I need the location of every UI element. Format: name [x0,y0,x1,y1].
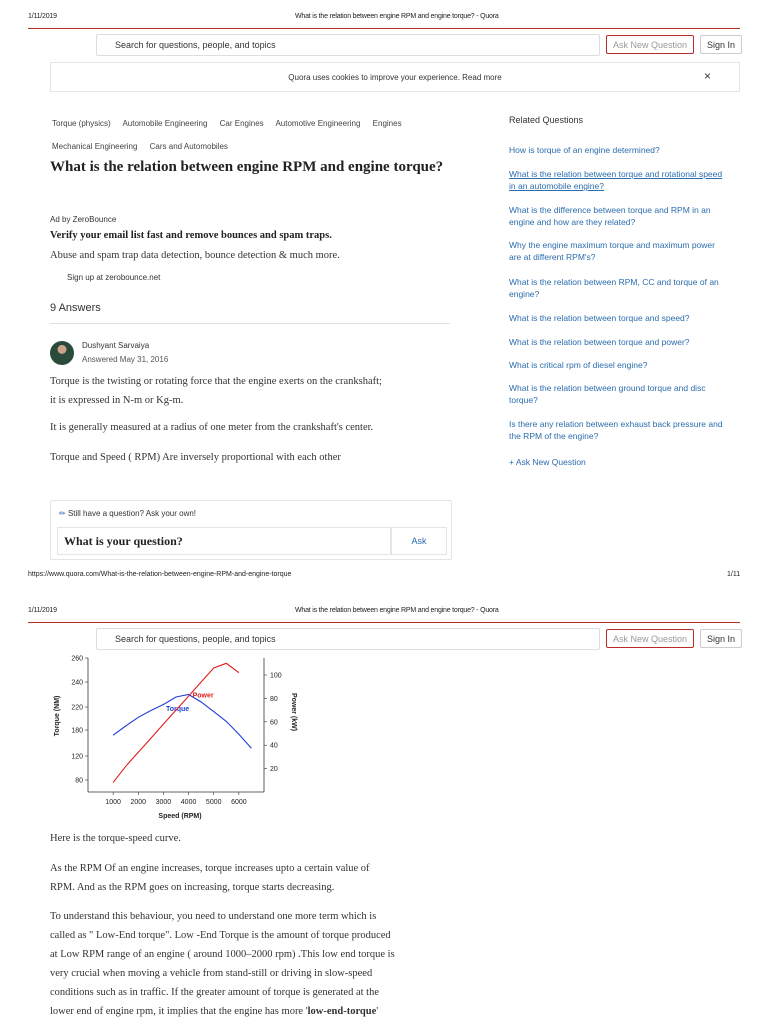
print-date: 1/11/2019 [28,607,57,614]
x-tick-label: 5000 [205,799,222,806]
y-tick-label: 260 [71,655,83,663]
header-divider [28,28,740,29]
related-question[interactable]: What is the relation between torque and rotational speed in an automobile engine? [509,169,723,191]
sign-in-button[interactable]: Sign In [700,629,742,648]
related-heading: Related Questions [509,115,584,125]
print-date: 1/11/2019 [28,13,57,20]
header-divider [28,622,740,623]
x-tick-label: 3000 [155,799,172,806]
torque-speed-chart [48,652,308,824]
avatar[interactable] [50,341,74,365]
y-tick-label: 240 [71,679,83,687]
related-question[interactable]: How is torque of an engine determined? [509,145,660,155]
related-question[interactable]: What is the relation between torque and power? [509,337,690,347]
x-tick-label: 1000 [105,799,121,806]
y-axis-label: Torque (NM) [54,695,61,737]
answer-paragraph [50,907,460,1021]
answer-line: at Low RPM range of an engine ( around 1000–2000 rpm) .This low end torque is [50,949,395,960]
y2-tick-label: 100 [270,672,282,680]
topic-tag[interactable]: Torque (physics) [52,119,111,128]
related-question[interactable]: What is the relation between torque and speed? [509,313,690,323]
author-name[interactable]: Dushyant Sarvaiya [82,341,150,350]
y2-tick-label: 80 [270,695,278,703]
ask-question-box [50,500,452,560]
cookie-banner [50,62,740,92]
topic-tag[interactable]: Engines [372,119,402,128]
y-tick-label: 220 [71,704,83,712]
ask-new-question-button[interactable]: Ask New Question [606,629,694,648]
ad-title[interactable]: Verify your email list fast and remove bounces and spam traps. [50,230,332,241]
topic-tag[interactable]: Automotive Engineering [275,119,361,128]
x-tick-label: 4000 [180,799,197,806]
x-tick-label: 6000 [231,799,247,806]
related-question[interactable]: What is the relation between ground torque and disc torque? [509,383,706,405]
answer-line: very crucial when moving a vehicle from stand-still or driving in slow-speed [50,968,373,979]
series-label-torque: Torque [166,706,190,713]
y-tick-label: 180 [71,727,83,735]
topic-tag[interactable]: Car Engines [219,119,264,128]
y2-tick-label: 20 [270,766,278,774]
x-axis-label: Speed (RPM) [158,813,202,820]
related-question[interactable]: What is the relation between RPM, CC and torque of an engine? [509,277,719,299]
answer-line: RPM. And as the RPM goes on increasing, torque starts decreasing. [50,882,335,893]
search-input[interactable]: Search for questions, people, and topics [96,34,600,56]
ask-new-question-button[interactable]: Ask New Question [606,35,694,54]
topic-list [52,112,452,158]
print-title: What is the relation between engine RPM and engine torque? - Quora [295,607,499,614]
y-tick-label: 80 [75,777,83,785]
related-question[interactable]: What is the difference between torque and RPM in an engine and how are they related? [509,205,711,227]
answers-count: 9 Answers [50,302,101,314]
answer-paragraph: Torque and Speed ( RPM) Are inversely proportional with each other [50,452,341,463]
ask-hint: ✏ Still have a question? Ask your own! [59,509,197,518]
answer-line: it is expressed in N-m or Kg-m. [50,395,184,406]
print-title: What is the relation between engine RPM and engine torque? - Quora [295,13,499,20]
y-tick-label: 120 [71,753,83,761]
answer-paragraph [50,859,460,897]
ad-link[interactable]: Sign up at zerobounce.net [67,273,161,282]
footer-url: https://www.quora.com/What-is-the-relation-between-engine-RPM-and-engine-torque [28,571,292,578]
close-icon[interactable]: × [703,69,711,83]
ask-button[interactable]: Ask [391,527,447,555]
divider [50,323,450,324]
pencil-icon: ✏ [59,509,66,518]
y2-axis-label: Power (kW) [290,692,297,732]
related-question[interactable]: Is there any relation between exhaust back pressure and the RPM of the engine? [509,419,723,441]
answer-line: conditions such as in traffic. If the greater amount of torque is generated at the [50,987,379,998]
y2-tick-label: 60 [270,719,278,727]
series-line-power [113,663,239,782]
topic-tag[interactable]: Automobile Engineering [122,119,208,128]
ad-label: Ad by ZeroBounce [50,215,117,224]
topic-tag[interactable]: Cars and Automobiles [149,142,228,151]
footer-page-number: 1/11 [727,571,741,578]
answer-line: called as " Low-End torque". Low -End Torque is the amount of torque produced [50,930,391,941]
question-input[interactable]: What is your question? [57,527,391,555]
sign-in-button[interactable]: Sign In [700,35,742,54]
answer-paragraph [50,372,460,410]
y2-tick-label: 40 [270,742,278,750]
topic-tag[interactable]: Mechanical Engineering [52,142,138,151]
answer-paragraph: It is generally measured at a radius of one meter from the crankshaft's center. [50,422,374,433]
x-tick-label: 2000 [130,799,147,806]
answer-date: Answered May 31, 2016 [82,355,169,364]
answer-line: As the RPM Of an engine increases, torque increases upto a certain value of [50,863,370,874]
ad-body: Abuse and spam trap data detection, bounce detection & much more. [50,250,340,261]
answer-line: lower end of engine rpm, it implies that the engine has more 'low-end-torque' [50,1006,379,1017]
related-question[interactable]: What is critical rpm of diesel engine? [509,360,648,370]
answer-paragraph: Here is the torque-speed curve. [50,833,181,844]
answer-line: Torque is the twisting or rotating force that the engine exerts on the crankshaft; [50,376,382,387]
ask-new-question-link[interactable]: + Ask New Question [509,457,586,467]
related-question[interactable]: Why the engine maximum torque and maximum power are at different RPM's? [509,240,715,262]
question-title: What is the relation between engine RPM and engine torque? [50,159,444,175]
search-input[interactable]: Search for questions, people, and topics [96,628,600,650]
cookie-text[interactable]: Quora uses cookies to improve your experience. Read more [288,73,502,82]
answer-line: To understand this behaviour, you need to understand one more term which is [50,911,377,922]
series-label-power: Power [192,692,214,700]
